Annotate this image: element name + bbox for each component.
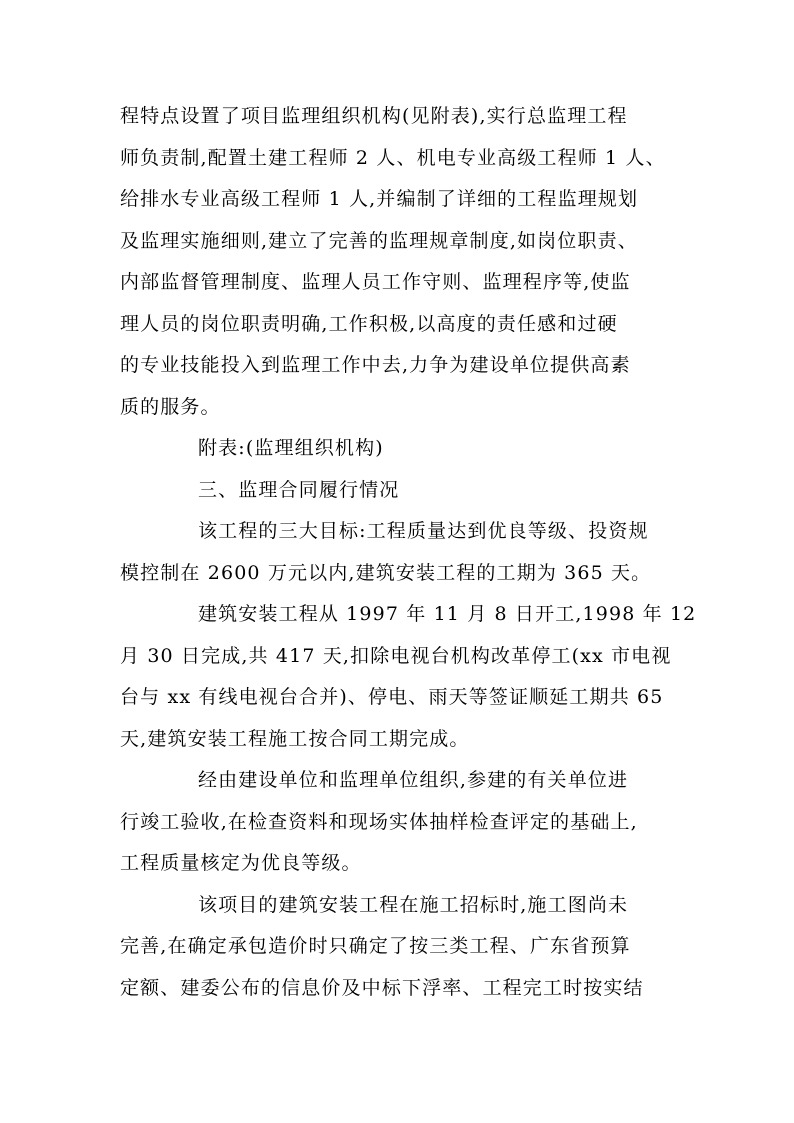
paragraph-line: 模控制在 2600 万元以内,建筑安装工程的工期为 365 天。 <box>120 561 652 584</box>
paragraph-line: 及监理实施细则,建立了完善的监理规章制度,如岗位职责、 <box>120 229 638 252</box>
paragraph-line: 台与 xx 有线电视台合并)、停电、雨天等签证顺延工期共 65 <box>120 686 664 708</box>
section-heading: 三、监理合同履行情况 <box>198 478 400 501</box>
document-body <box>120 96 697 1009</box>
paragraph-line: 理人员的岗位职责明确,工作积极,以高度的责任感和过硬 <box>120 312 618 335</box>
paragraph-line: 程特点设置了项目监理组织机构(见附表),实行总监理工程 <box>120 105 628 127</box>
paragraph-line: 行竣工验收,在检查资料和现场实体抽样检查评定的基础上, <box>120 810 638 833</box>
paragraph-line: 师负责制,配置土建工程师 2 人、机电专业高级工程师 1 人、 <box>120 146 666 169</box>
paragraph-line: 月 30 日完成,共 417 天,扣除电视台机构改革停工(xx 市电视 <box>120 644 672 667</box>
paragraph-line: 完善,在确定承包造价时只确定了按三类工程、广东省预算 <box>120 935 631 957</box>
appendix-note: 附表:(监理组织机构) <box>198 437 384 459</box>
paragraph-line: 建筑安装工程从 1997 年 11 月 8 日开工,1998 年 12 <box>198 603 697 625</box>
paragraph-line: 的专业技能投入到监理工作中去,力争为建设单位提供高素 <box>120 354 631 376</box>
paragraph-line: 给排水专业高级工程师 1 人,并编制了详细的工程监理规划 <box>120 188 639 210</box>
paragraph-line: 质的服务。 <box>120 395 221 418</box>
paragraph-line: 天,建筑安装工程施工按合同工期完成。 <box>120 727 470 750</box>
paragraph-line: 该项目的建筑安装工程在施工招标时,施工图尚未 <box>198 893 629 916</box>
paragraph-line: 该工程的三大目标:工程质量达到优良等级、投资规 <box>198 520 649 542</box>
paragraph-line: 工程质量核定为优良等级。 <box>120 852 362 874</box>
paragraph-line: 经由建设单位和监理单位组织,参建的有关单位进 <box>198 769 629 791</box>
paragraph-line: 内部监督管理制度、监理人员工作守则、监理程序等,使监 <box>120 271 631 293</box>
paragraph-line: 定额、建委公布的信息价及中标下浮率、工程完工时按实结 <box>120 976 644 999</box>
